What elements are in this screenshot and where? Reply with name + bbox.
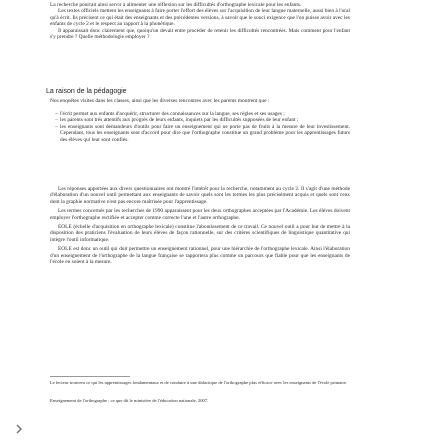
intro-block bbox=[50, 98, 350, 104]
top-text-block bbox=[50, 2, 350, 40]
chevron-right-icon-svg bbox=[14, 424, 24, 434]
paragraph: La recherche pourrait ainsi servir à alimenter une réflexion sur les difficultés d'orthographe lexicale pour les enfants. bbox=[50, 2, 302, 8]
bullet-list bbox=[50, 111, 350, 143]
paragraph: Les termes concernés par les recherches de 1990 apparaissent pour les deux orthographes acceptées par l'Académie. Les élèves doivent employer l'orthographe rectifiée et accepter comme correcte l'une et l'autre orthographe. bbox=[50, 208, 350, 221]
list-item: – les parents sont très attentifs aux progrès de leurs enfants, inquiets par les difficultés supposées de leur enfant ; bbox=[55, 117, 299, 124]
chevron-right-icon[interactable] bbox=[14, 424, 24, 434]
footnote: Le lecteur trouvera ce qui les apprentissages fondamentaux et de conduire à une didactique de l'orthographe plus efficace avec les enseignants de l'école primaire. bbox=[50, 380, 348, 385]
body-text-block bbox=[50, 186, 350, 265]
paragraph: Nos enquêtes visites dans les classes, ainsi que les diverses rencontres avec les parents montrent que : bbox=[50, 98, 270, 104]
paragraph: EOLE (échelle d'acquisition en orthographe lexicale) constitue l'aboutissement de ce travail. Ce nouvel outil a pour but de mettre à la disposition des praticiens l'évaluation de leurs élèves de façon rationnelle, sur des critères scientifiques de linguistique quantitative qui intègre l'outil informatique. bbox=[50, 224, 350, 243]
list-item: – l'écrit permet aux enfants d'acquérir, structurer des connaissances sur la langue, ses règles et ses usages ; bbox=[55, 111, 285, 117]
footnote: Enseignement de l'orthographe : ce que dit le ministère de l'éducation nationale, 2007. bbox=[50, 398, 209, 403]
paragraph: Les textes officiels mettent les enseignants à faire porter l'effort des élèves sur l'acquisition de leur langue maternelle, aussi bien à l'oral qu'à écrit. Ils précisent ce qui était des enseignants et des précédentes versions, à savoir que le souci exigence que l'on puisse avoir avec les enfants de cycle 2 et le respect au rapport à la phonétique. bbox=[50, 8, 350, 28]
paragraph: Il apparaissait donc clairement que, quoiqu'un devait entre procéder de retenir les difficultés rencontrées. Mais comment pour l'enfant s'y prendre ? Quelle méthodologie employer ? bbox=[50, 27, 350, 41]
footnote-divider bbox=[50, 376, 130, 377]
list-item-text: les parents sont très attentifs aux progrès de leurs enfants, inquiets par les difficultés supposées de leur enfant ; bbox=[60, 117, 299, 124]
list-item: – les enseignants sont demandeurs d'outils pour faire un enseignement qui ne porte pas de fruits à la mesure de leur investissement. Cependant, tous les enseignants sont d'accord pour dire que l'orthographe constitue un grand problème pour les apprentissages futurs des élèves qui leur sont confiés. bbox=[55, 123, 350, 143]
list-item-text: les enseignants sont demandeurs d'outils pour faire un enseignement qui ne porte pas de fruits à la mesure de leur investissement. Cependant, tous les enseignants sont d'accord pour dire que l'orthographe constitue un grand problème pour les apprentissages futurs des élèves qui leur sont confiés. bbox=[60, 123, 350, 143]
document-page bbox=[46, 0, 350, 448]
paragraph: Les réponses apportées aux divers questionnaires ont montré l'intérêt pour la recherche, notamment au cycle 2. Il s'agit d'une méthode d'élaboration d'un nouvel outil permettant aux enseignants de savoir quels sont les termes les plus précisément acquis et quels sont ceux dont la graphie normative n'est pas encore maîtrisée pour l'apprentissage. bbox=[50, 186, 350, 205]
paragraph: EOLE est donc un outil qui doit permettre un enseignement rationnel, pour une hiérarchie de l'orthographe lexicale. Ainsi l'élaboration d'un enseignement de l'orthographe de la langue française se rapportera plus comme un parcours que fiable pour que les enseignants de l'école en soient à la mesure. bbox=[50, 246, 350, 266]
list-item-text: l'écrit permet aux enfants d'acquérir, structurer des connaissances sur la langue, ses règles et ses usages ; bbox=[60, 111, 285, 117]
section-heading: La raison de la pédagogie bbox=[46, 88, 127, 95]
